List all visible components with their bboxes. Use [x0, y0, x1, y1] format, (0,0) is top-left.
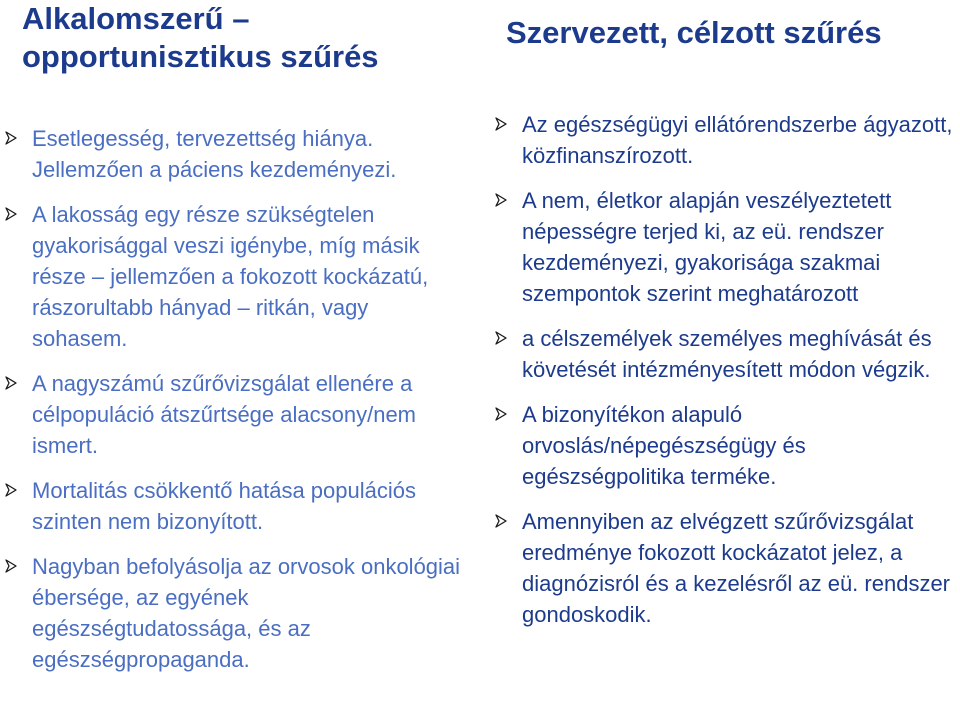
right-heading: Szervezett, célzott szűrés — [506, 15, 882, 50]
left-bullet-item — [4, 475, 466, 537]
right-bullet-text: A nem, életkor alapján veszélyeztetett népességre terjed ki, az eü. rendszer kezdeményezi, gyakorisága szakmai szempontok szerint meghatározott — [522, 188, 892, 306]
right-bullet-text: a célszemélyek személyes meghívását és követését intézményesített módon végzik. — [522, 326, 932, 382]
arrow-bullet-icon — [494, 514, 508, 528]
left-bullet-item — [4, 123, 466, 185]
right-bullet-text: A bizonyítékon alapuló orvoslás/népegészségügy és egészségpolitika terméke. — [522, 402, 806, 489]
left-bullet-list — [4, 123, 466, 689]
right-bullet-item — [494, 185, 956, 309]
left-heading: Alkalomszerű – opportunisztikus szűrés — [22, 1, 379, 74]
right-bullet-text: Amennyiben az elvégzett szűrővizsgálat eredménye fokozott kockázatot jelez, a diagnózisról és a kezelésről az eü. rendszer gondoskodik. — [522, 509, 951, 627]
left-bullet-item — [4, 551, 466, 675]
left-bullet-text: Mortalitás csökkentő hatása populációs szinten nem bizonyított. — [32, 478, 416, 534]
right-bullet-item — [494, 506, 956, 630]
left-bullet-text: A nagyszámú szűrővizsgálat ellenére a célpopuláció átszűrtsége alacsony/nem ismert. — [32, 371, 417, 458]
right-bullet-text: Az egészségügyi ellátórendszerbe ágyazott, közfinanszírozott. — [522, 112, 953, 168]
right-bullet-item — [494, 109, 956, 171]
arrow-bullet-icon — [494, 193, 508, 207]
left-bullet-text: Nagyban befolyásolja az orvosok onkológiai ébersége, az egyének egészségtudatossága, és az egészségpropaganda. — [32, 554, 461, 672]
right-bullet-item — [494, 399, 956, 492]
arrow-bullet-icon — [4, 376, 18, 390]
left-bullet-text: A lakosság egy része szükségtelen gyakorisággal veszi igénybe, míg másik része – jellemzően a fokozott kockázatú, rászorultabb hányad – ritkán, vagy sohasem. — [32, 202, 429, 351]
right-bullet-list — [494, 109, 956, 644]
arrow-bullet-icon — [4, 483, 18, 497]
left-bullet-item — [4, 199, 466, 354]
arrow-bullet-icon — [4, 207, 18, 221]
left-bullet-item — [4, 368, 466, 461]
arrow-bullet-icon — [494, 331, 508, 345]
arrow-bullet-icon — [4, 559, 18, 573]
arrow-bullet-icon — [494, 407, 508, 421]
left-bullet-text: Esetlegesség, tervezettség hiánya. Jellemzően a páciens kezdeményezi. — [32, 126, 397, 182]
arrow-bullet-icon — [4, 131, 18, 145]
arrow-bullet-icon — [494, 117, 508, 131]
right-bullet-item — [494, 323, 956, 385]
